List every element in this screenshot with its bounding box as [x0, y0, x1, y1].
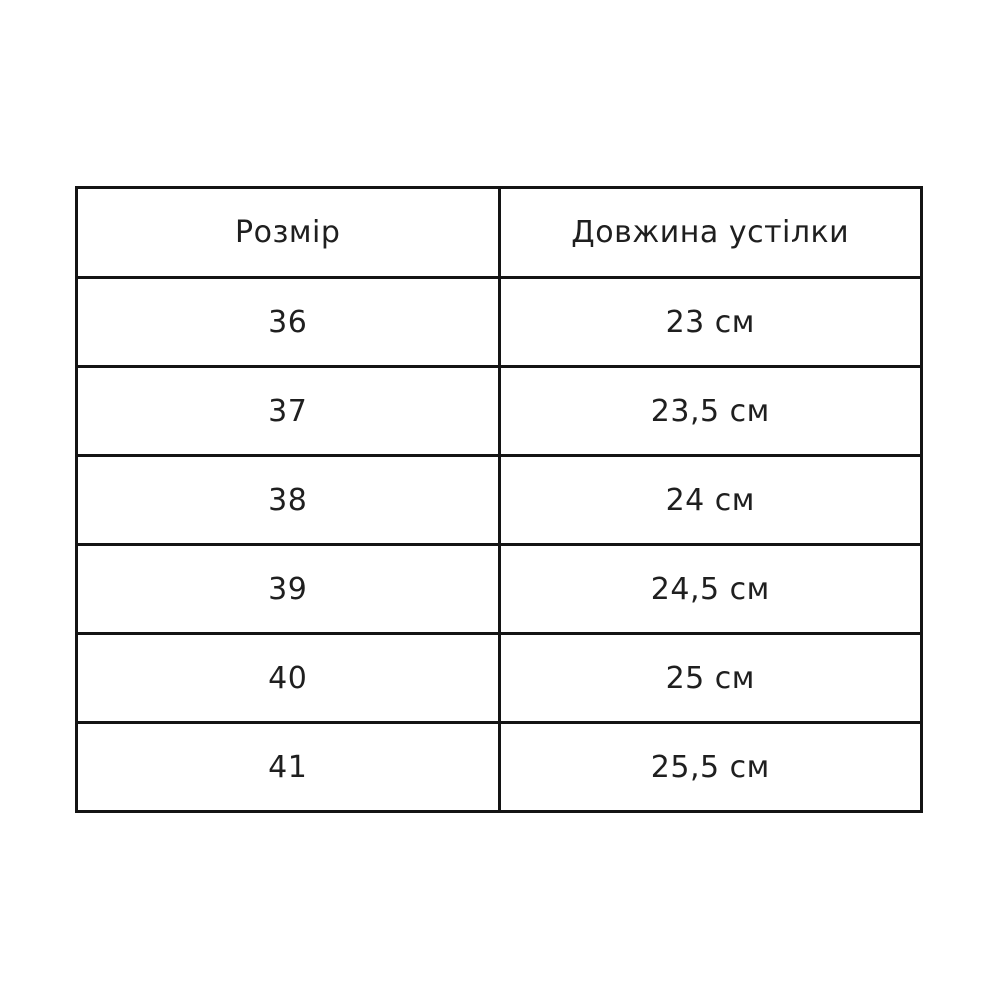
insole-length-cell: 24 см [499, 456, 922, 545]
size-chart-table [75, 186, 923, 813]
table-row [77, 634, 922, 723]
size-cell: 39 [77, 545, 500, 634]
insole-length-cell: 25 см [499, 634, 922, 723]
size-cell: 38 [77, 456, 500, 545]
insole-length-cell: 25,5 см [499, 723, 922, 812]
table-row [77, 278, 922, 367]
size-cell: 40 [77, 634, 500, 723]
table-body [77, 278, 922, 812]
size-cell: 36 [77, 278, 500, 367]
insole-length-cell: 23 см [499, 278, 922, 367]
table-header [77, 188, 922, 278]
table-row [77, 723, 922, 812]
header-size: Розмір [77, 188, 500, 278]
header-insole-length: Довжина устілки [499, 188, 922, 278]
insole-length-cell: 24,5 см [499, 545, 922, 634]
size-cell: 41 [77, 723, 500, 812]
insole-length-cell: 23,5 см [499, 367, 922, 456]
table-row [77, 456, 922, 545]
size-cell: 37 [77, 367, 500, 456]
header-row [77, 188, 922, 278]
table-row [77, 367, 922, 456]
table-row [77, 545, 922, 634]
